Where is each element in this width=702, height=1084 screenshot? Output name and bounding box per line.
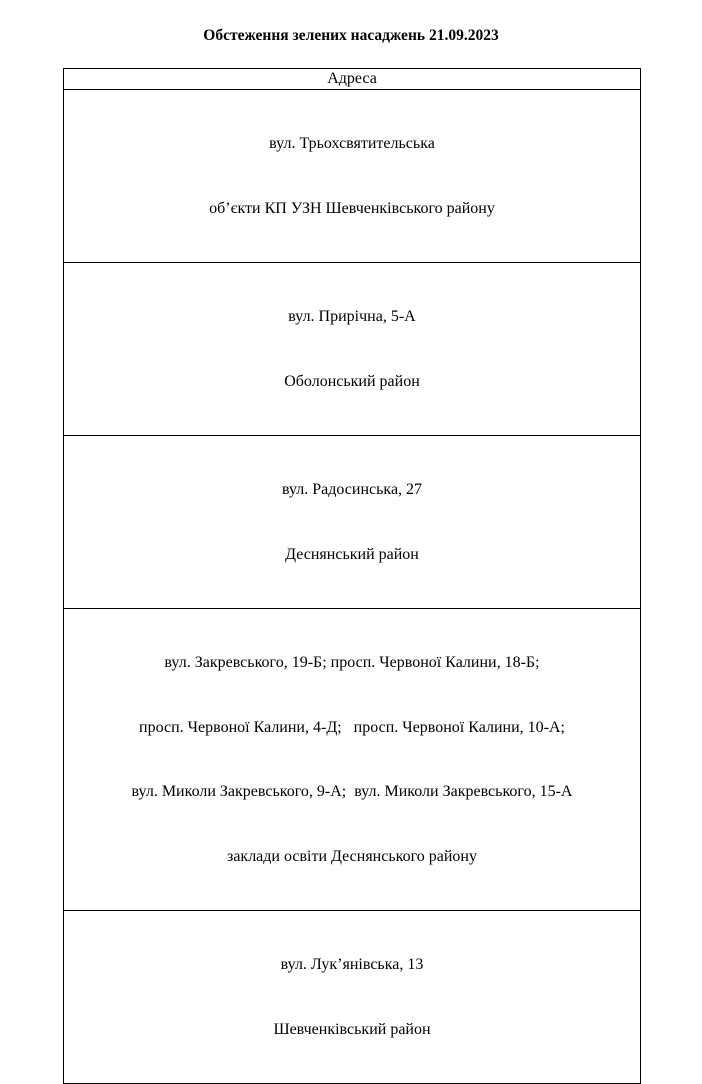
table-row [64,911,641,1084]
table-row [64,609,641,911]
street-line: просп. Червоної Калини, 4-Д; просп. Червоної Калини, 10-А; [139,718,565,736]
table-row [64,263,641,436]
address-cell [64,90,641,263]
document-title: Обстеження зелених насаджень 21.09.2023 [203,27,499,44]
table-row [64,436,641,609]
street-line: вул. Лук’янівська, 13 [280,956,424,973]
district-line: Шевченківський район [273,1020,431,1038]
address-cell [64,911,641,1084]
address-cell [64,436,641,609]
address-table [63,68,641,1084]
street-line: вул. Миколи Закревського, 9-А; вул. Миколи Закревського, 15-А [131,783,573,800]
district-line: об’єкти КП УЗН Шевченківського району [209,199,495,217]
street-line: вул. Трьохсвятительська [269,135,435,152]
district-line: Деснянський район [285,545,419,563]
address-cell [64,609,641,911]
address-cell [64,263,641,436]
street-line: вул. Прирічна, 5-А [288,308,416,325]
district-line: заклади освіти Деснянського району [227,847,477,865]
street-line: вул. Радосинська, 27 [281,481,423,498]
street-line: вул. Закревського, 19-Б; просп. Червоної Калини, 18-Б; [164,654,540,671]
table-header-row [64,69,641,90]
address-column-header: Адреса [64,69,641,90]
table-row [64,90,641,263]
district-line: Оболонський район [284,372,420,390]
